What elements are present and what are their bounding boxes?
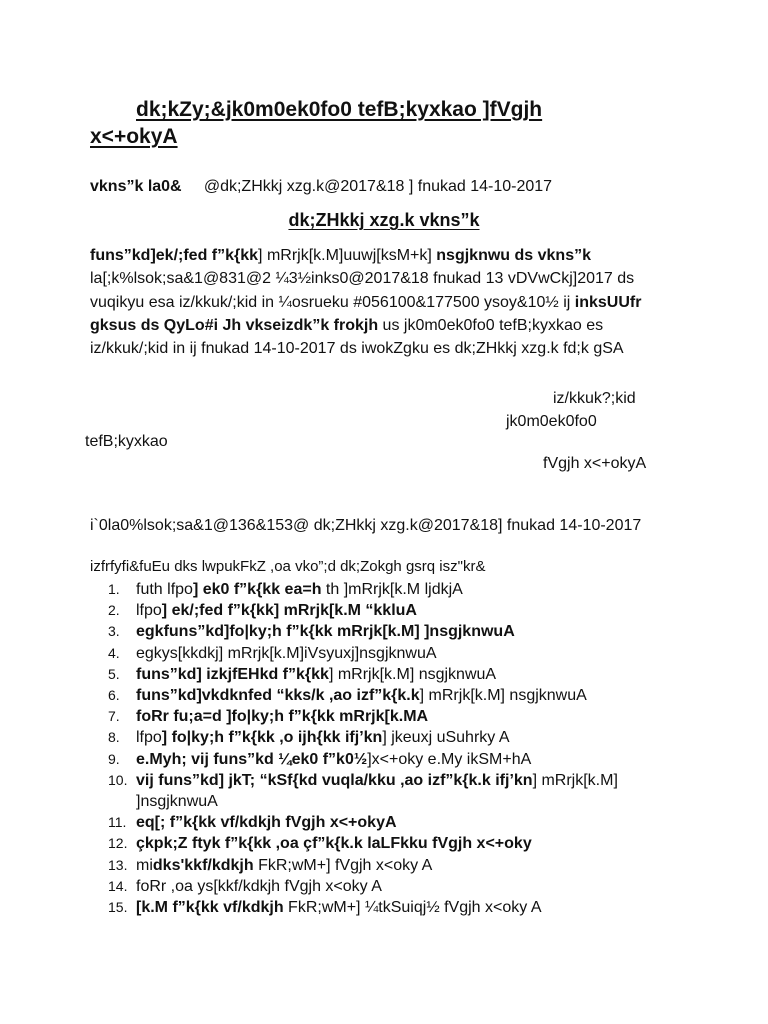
list-item-segment: dks'kkf/kdkjh — [152, 856, 254, 874]
signature-designation: iz/kkuk?;kid — [553, 390, 636, 407]
list-item — [108, 600, 668, 621]
list-item-segment: lfpo — [136, 729, 162, 747]
list-item-segment: FkR;wM+] fVgjh x<oky A — [253, 856, 433, 874]
signature-district: fVgjh x<+okyA — [543, 455, 647, 472]
list-item-segment: ] mRrjk[k.M] nsgjknwuA — [328, 665, 497, 683]
copy-list-heading: izfrfyfi&fuEu dks lwpukFkZ ,oa vko”;d dk;Zokgh gsrq isz"kr& — [90, 558, 486, 575]
list-item — [108, 833, 668, 854]
copy-list — [108, 579, 668, 918]
list-item-number: 11. — [108, 814, 127, 831]
list-item-number: 8. — [108, 729, 120, 746]
list-item-number: 14. — [108, 877, 128, 894]
list-item — [108, 812, 668, 833]
list-item-text — [136, 579, 668, 600]
list-item-number: 15. — [108, 899, 128, 916]
list-item-segment: futh lfpo — [136, 581, 193, 598]
list-item — [108, 621, 668, 642]
list-item-segment: [k.M f”k{kk vf/kdkjh — [136, 899, 284, 917]
list-item-segment: funs”kd] izkjfEHkd f”k{kk — [136, 665, 329, 683]
list-item-number: 1. — [108, 581, 120, 597]
list-item — [108, 706, 668, 727]
signature-place: tefB;kyxkao — [85, 433, 168, 450]
list-item-text — [136, 812, 668, 833]
list-item-segment: foRr fu;a=d ]fo|ky;h f”k{kk mRrjk[k.MA — [136, 708, 429, 726]
list-item — [108, 685, 668, 706]
list-item-number: 5. — [108, 665, 120, 682]
order-reference — [90, 178, 552, 196]
list-item-text — [136, 621, 668, 642]
subheading: dk;ZHkkj xzg.k vkns”k — [288, 210, 480, 230]
list-item-segment: çkpk;Z ftyk f”k{kk ,oa çf”k{k.k laLFkku fVgjh x<+oky — [136, 835, 532, 853]
para-seg: inksUUfr gksus ds QyLo#i Jh vkseizdk”k frokjh — [90, 293, 642, 334]
list-item — [108, 770, 668, 812]
list-item-text — [136, 770, 668, 812]
list-item — [108, 579, 668, 600]
signature-school: jk0m0ek0fo0 — [506, 413, 597, 430]
list-item-text — [136, 727, 668, 748]
list-item-segment: funs”kd]vkdknfed “kks/k ,ao izf”k{k.k — [136, 687, 420, 705]
title-line-2: x<+okyA — [90, 125, 178, 148]
para-seg: nsgjknwu ds vkns”k — [436, 247, 591, 264]
para-seg: la[;k%lsok;sa&1@831@2 ¼3½inks0@2017&18 fnukad 13 vDVwCkj]2017 ds vuqikyu esa iz/kkuk/;kid in ¼osrueku #056100&177500 ysoy&10½ ij — [90, 270, 635, 311]
list-item — [108, 855, 668, 876]
list-item-segment: ] jkeuxj uSuhrky A — [382, 729, 510, 747]
list-item-number: 7. — [108, 708, 120, 725]
list-item-segment: ] mRrjk[k.M] ]nsgjknwuA — [136, 771, 618, 811]
list-item-text — [136, 855, 668, 876]
list-item-number: 10. — [108, 771, 128, 788]
list-item-number: 12. — [108, 835, 128, 852]
list-item-text — [136, 664, 668, 685]
list-item-number: 2. — [108, 602, 120, 619]
para-seg: funs”kd]ek/;fed f”k{kk — [90, 247, 259, 264]
list-item-number: 4. — [108, 644, 120, 661]
order-reference-label: vkns”k la0& — [90, 178, 182, 195]
list-item-segment: ] ek0 f”k{kk ea=h — [192, 581, 322, 598]
list-item — [108, 664, 668, 685]
list-item-segment: th ]mRrjk[k.M ljdkjA — [321, 581, 463, 598]
list-item-number: 9. — [108, 750, 120, 767]
list-item — [108, 749, 668, 770]
list-item-segment: vij funs”kd — [136, 771, 219, 789]
list-item-segment: e.Myh; vij funs”kd ¼ek0 f”k0½ — [136, 750, 368, 768]
para-seg: ] mRrjk[k.M]uuwj[ksM+k] — [258, 247, 437, 264]
list-item-text — [136, 706, 668, 727]
list-item-text — [136, 749, 668, 770]
order-reference-value: @dk;ZHkkj xzg.k@2017&18 ] fnukad 14-10-2017 — [203, 178, 553, 195]
title-line-1: dk;kZy;&jk0m0ek0fo0 tefB;kyxkao ]fVgjh — [136, 98, 543, 121]
list-item-segment: lfpo — [136, 602, 162, 620]
list-item-text — [136, 876, 668, 897]
list-item-segment: ] mRrjk[k.M] nsgjknwuA — [419, 687, 587, 705]
list-item-segment: eq[; f”k{kk vf/kdkjh fVgjh x<+okyA — [136, 814, 397, 832]
list-item — [108, 727, 668, 748]
list-item-number: 3. — [108, 623, 120, 640]
list-item-text — [136, 897, 668, 918]
para-seg: us jk0m0ek0fo0 tefB;kyxkao es iz/kkuk/;kid in ij fnukad 14-10-2017 ds iwokZgku es dk;ZHkkj xzg.k fd;k gSA — [90, 316, 624, 358]
list-item-segment: ] jkT; “kSf{kd vuqla/kku ,ao izf”k{k.k ifj’kn — [218, 771, 533, 789]
list-item-text — [136, 833, 668, 854]
list-item-segment: ] ek/;fed f”k{kk] mRrjk[k.M “kkluA — [161, 602, 417, 620]
list-item — [108, 876, 668, 897]
list-item-segment: egkfuns”kd]fo|ky;h f”k{kk mRrjk[k.M] ]nsgjknwuA — [136, 623, 515, 641]
document-title — [90, 96, 690, 150]
list-item-text — [136, 600, 668, 621]
list-item — [108, 897, 668, 918]
copy-reference: i`0la0%lsok;sa&1@136&153@ dk;ZHkkj xzg.k@2017&18] fnukad 14-10-2017 — [90, 517, 642, 534]
list-item — [108, 643, 668, 664]
list-item-text — [136, 643, 668, 664]
list-item-segment: mi — [136, 856, 153, 874]
list-item-number: 6. — [108, 687, 120, 704]
list-item-segment: foRr ,oa ys[kkf/kdkjh fVgjh x<oky A — [136, 877, 382, 895]
list-item-segment: ]x<+oky e.My ikSM+hA — [367, 750, 532, 768]
list-item-text — [136, 685, 668, 706]
list-item-number: 13. — [108, 856, 128, 873]
body-paragraph — [90, 244, 680, 360]
list-item-segment: ] fo|ky;h f”k{kk ,o ijh{kk ifj’kn — [161, 729, 383, 747]
list-item-segment: egkys[kkdkj] mRrjk[k.M]iVsyuxj]nsgjknwuA — [136, 644, 437, 662]
list-item-segment: FkR;wM+] ¼tkSuiqj½ fVgjh x<oky A — [283, 899, 542, 917]
